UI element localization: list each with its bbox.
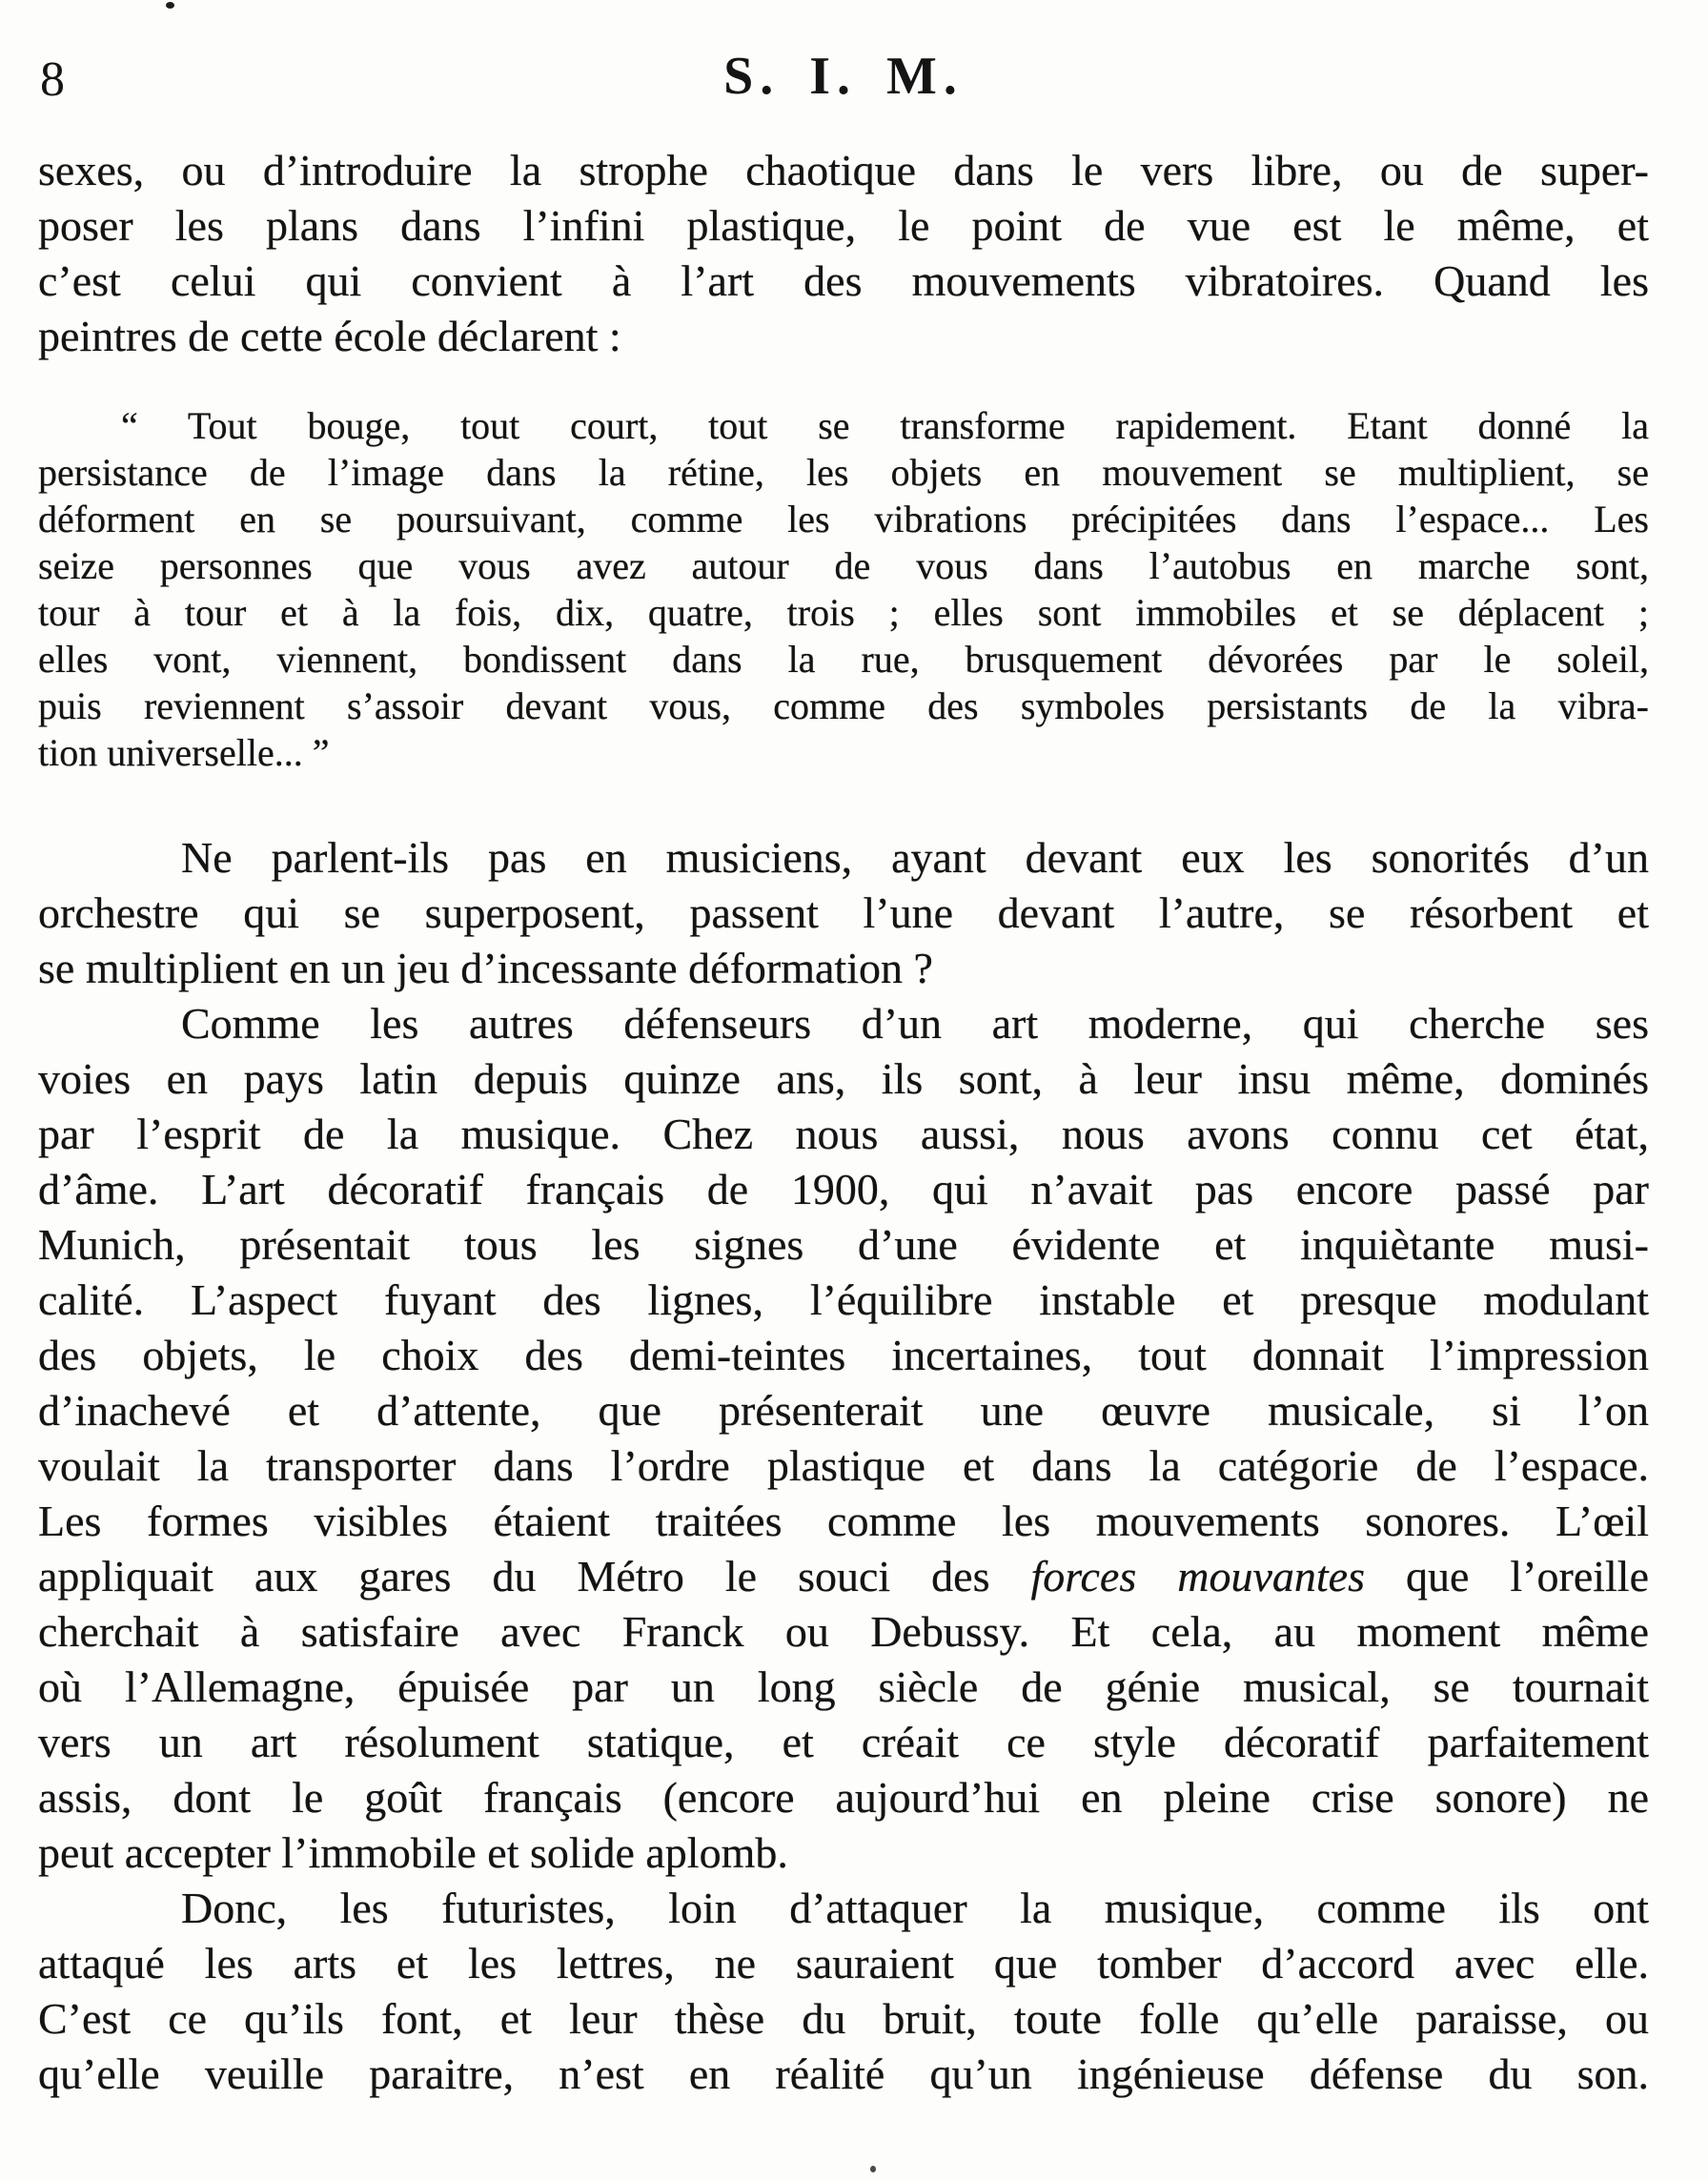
text-segment: appliquait aux gares du Métro le souci des bbox=[38, 1552, 1031, 1600]
page-header bbox=[38, 47, 1649, 107]
text-line: tion universelle... ” bbox=[38, 731, 330, 774]
text-line: elles vont, viennent, bondissent dans la rue, brusquement dévorées par le soleil, bbox=[38, 638, 1649, 681]
text-line: Les formes visibles étaient traitées comme les mouvements sonores. L’œil bbox=[38, 1497, 1649, 1545]
text-line: seize personnes que vous avez autour de vous dans l’autobus en marche sont, bbox=[38, 544, 1649, 587]
text-line: puis reviennent s’assoir devant vous, comme des symboles persistants de la vibra- bbox=[38, 684, 1649, 727]
text-line: sexes, ou d’introduire la strophe chaotique dans le vers libre, ou de super- bbox=[38, 146, 1649, 194]
text-line: peut accepter l’immobile et solide aplomb. bbox=[38, 1828, 788, 1877]
text-line: calité. L’aspect fuyant des lignes, l’équilibre instable et presque modulant bbox=[38, 1275, 1649, 1324]
page-number: 8 bbox=[40, 52, 65, 107]
text-line: cherchait à satisfaire avec Franck ou Debussy. Et cela, au moment même bbox=[38, 1607, 1649, 1656]
text-line: voies en pays latin depuis quinze ans, ils sont, à leur insu même, dominés bbox=[38, 1054, 1649, 1103]
text-line: se multiplient en un jeu d’incessante déformation ? bbox=[38, 944, 933, 992]
text-line: persistance de l’image dans la rétine, les objets en mouvement se multiplient, se bbox=[38, 451, 1649, 494]
text-line: assis, dont le goût français (encore aujourd’hui en pleine crise sonore) ne bbox=[38, 1773, 1649, 1822]
text-line: “ Tout bouge, tout court, tout se transforme rapidement. Etant donné la bbox=[121, 404, 1649, 447]
text-line: tour à tour et à la fois, dix, quatre, trois ; elles sont immobiles et se déplacent ; bbox=[38, 591, 1649, 634]
text-line bbox=[38, 1549, 1649, 1604]
text-line: Donc, les futuristes, loin d’attaquer la musique, comme ils ont bbox=[181, 1884, 1649, 1932]
text-line: qu’elle veuille paraitre, n’est en réalité qu’un ingénieuse défense du son. bbox=[38, 2049, 1649, 2098]
text-line: Comme les autres défenseurs d’un art moderne, qui cherche ses bbox=[181, 999, 1649, 1048]
text-line: orchestre qui se superposent, passent l’une devant l’autre, se résorbent et bbox=[38, 888, 1649, 937]
scan-speck bbox=[870, 2166, 876, 2172]
text-line: Ne parlent-ils pas en musiciens, ayant devant eux les sonorités d’un bbox=[181, 833, 1649, 882]
text-segment: que l’oreille bbox=[1364, 1552, 1649, 1600]
text-line: d’inachevé et d’attente, que présenterait une œuvre musicale, si l’on bbox=[38, 1386, 1649, 1435]
scan-speck bbox=[166, 2, 174, 9]
text-line: Munich, présentait tous les signes d’une évidente et inquiètante musi- bbox=[38, 1220, 1649, 1269]
text-line: d’âme. L’art décoratif français de 1900, qui n’avait pas encore passé par bbox=[38, 1165, 1649, 1213]
text-line: peintres de cette école déclarent : bbox=[38, 312, 621, 360]
journal-title: S. I. M. bbox=[723, 47, 964, 106]
text-line: où l’Allemagne, épuisée par un long siècle de génie musical, se tournait bbox=[38, 1662, 1649, 1711]
text-line: c’est celui qui convient à l’art des mouvements vibratoires. Quand les bbox=[38, 256, 1649, 305]
italic-phrase: forces mouvantes bbox=[1030, 1552, 1365, 1600]
text-line: vers un art résolument statique, et créait ce style décoratif parfaitement bbox=[38, 1718, 1649, 1766]
page-body bbox=[38, 143, 1649, 2102]
text-line: poser les plans dans l’infini plastique, le point de vue est le même, et bbox=[38, 201, 1649, 250]
text-line: déforment en se poursuivant, comme les vibrations précipitées dans l’espace... Les bbox=[38, 498, 1649, 540]
text-line: voulait la transporter dans l’ordre plastique et dans la catégorie de l’espace. bbox=[38, 1441, 1649, 1490]
text-line: C’est ce qu’ils font, et leur thèse du bruit, toute folle qu’elle paraisse, ou bbox=[38, 1994, 1649, 2043]
text-line: des objets, le choix des demi-teintes incertaines, tout donnait l’impression bbox=[38, 1331, 1649, 1379]
text-line: attaqué les arts et les lettres, ne sauraient que tomber d’accord avec elle. bbox=[38, 1939, 1649, 1987]
text-line: par l’esprit de la musique. Chez nous aussi, nous avons connu cet état, bbox=[38, 1110, 1649, 1158]
